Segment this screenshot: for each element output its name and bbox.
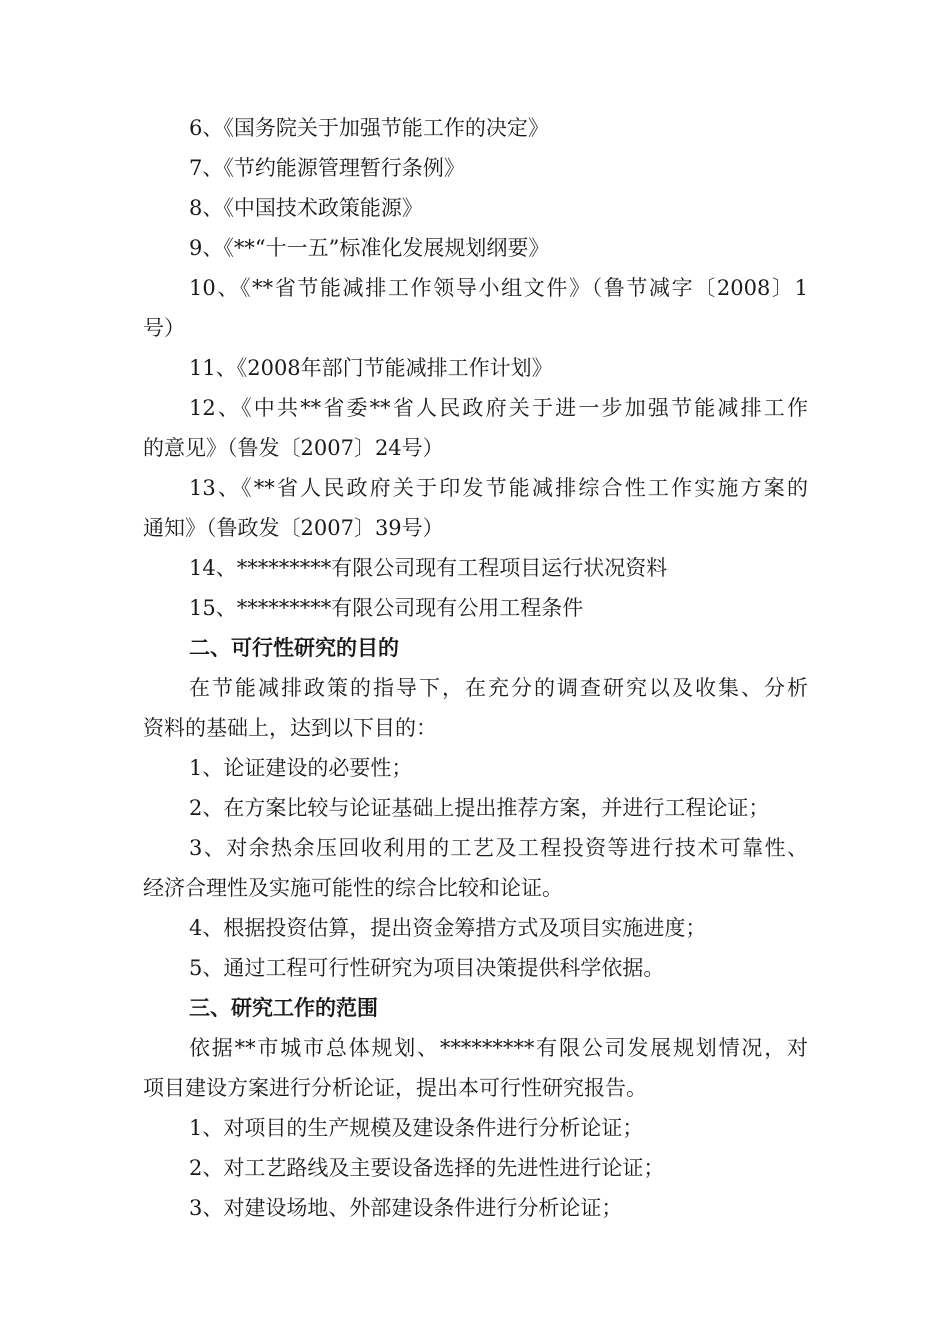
document-body — [143, 108, 808, 1228]
paragraph — [143, 548, 808, 588]
text-line-content: 6、《国务院关于加强节能工作的决定》 — [189, 116, 549, 140]
text-line — [143, 548, 808, 588]
text-line-content: 11、《2008年部门节能减排工作计划》 — [189, 356, 553, 380]
text-line-content: 项目建设方案进行分析论证，提出本可行性研究报告。 — [143, 1076, 647, 1100]
text-line — [143, 388, 808, 428]
text-line-content: 二、可行性研究的目的 — [189, 635, 399, 660]
text-line-content: 9、《**“十一五”标准化发展规划纲要》 — [189, 236, 550, 260]
text-line-content: 4、根据投资估算，提出资金筹措方式及项目实施进度； — [189, 916, 707, 940]
text-line-content: 7、《节约能源管理暂行条例》 — [189, 156, 465, 180]
text-line — [143, 908, 808, 948]
text-line-content: 号） — [143, 316, 185, 340]
text-line — [143, 1108, 808, 1148]
paragraph — [143, 388, 808, 468]
text-line — [143, 348, 808, 388]
text-line-content: 14、*********有限公司现有工程项目运行状况资料 — [189, 556, 668, 580]
paragraph — [143, 348, 808, 388]
paragraph — [143, 1188, 808, 1228]
text-line — [143, 308, 808, 348]
text-line-content: 三、研究工作的范围 — [189, 995, 378, 1020]
text-line — [143, 1188, 808, 1228]
text-line-content: 10、《**省节能减排工作领导小组文件》（鲁节减字〔2008〕1 — [189, 276, 808, 300]
text-line-content: 经济合理性及实施可能性的综合比较和论证。 — [143, 876, 563, 900]
text-line — [143, 228, 808, 268]
paragraph — [143, 1108, 808, 1148]
text-line-content: 1、对项目的生产规模及建设条件进行分析论证； — [189, 1116, 644, 1140]
paragraph — [143, 228, 808, 268]
text-line — [143, 828, 808, 868]
text-line — [143, 108, 808, 148]
section-heading — [143, 628, 808, 668]
text-line — [143, 428, 808, 468]
text-line — [143, 708, 808, 748]
paragraph — [143, 1148, 808, 1188]
text-line-content: 5、通过工程可行性研究为项目决策提供科学依据。 — [189, 956, 665, 980]
text-line-content: 8、《中国技术政策能源》 — [189, 196, 423, 220]
text-line — [143, 1068, 808, 1108]
paragraph — [143, 828, 808, 908]
paragraph — [143, 468, 808, 548]
text-line-content: 在节能减排政策的指导下，在充分的调查研究以及收集、分析 — [189, 676, 808, 700]
text-line-content: 2、在方案比较与论证基础上提出推荐方案，并进行工程论证； — [189, 796, 770, 820]
paragraph — [143, 108, 808, 148]
text-line — [143, 148, 808, 188]
text-line-content: 资料的基础上，达到以下目的： — [143, 716, 437, 740]
text-line — [143, 868, 808, 908]
text-line-content: 15、*********有限公司现有公用工程条件 — [189, 596, 584, 620]
paragraph — [143, 588, 808, 628]
text-line — [143, 628, 808, 668]
paragraph — [143, 268, 808, 348]
text-line-content: 3、对余热余压回收利用的工艺及工程投资等进行技术可靠性、 — [189, 836, 808, 860]
text-line — [143, 988, 808, 1028]
text-line — [143, 588, 808, 628]
paragraph — [143, 668, 808, 748]
text-line — [143, 468, 808, 508]
section-heading — [143, 988, 808, 1028]
text-line — [143, 668, 808, 708]
text-line — [143, 748, 808, 788]
paragraph — [143, 788, 808, 828]
paragraph — [143, 188, 808, 228]
paragraph — [143, 1028, 808, 1108]
text-line-content: 3、对建设场地、外部建设条件进行分析论证； — [189, 1196, 623, 1220]
text-line-content: 通知》（鲁政发〔2007〕39号） — [143, 516, 444, 540]
text-line — [143, 948, 808, 988]
text-line — [143, 1028, 808, 1068]
text-line-content: 依据**市城市总体规划、*********有限公司发展规划情况，对 — [189, 1036, 808, 1060]
paragraph — [143, 948, 808, 988]
text-line — [143, 788, 808, 828]
text-line — [143, 508, 808, 548]
text-line — [143, 188, 808, 228]
paragraph — [143, 908, 808, 948]
text-line — [143, 268, 808, 308]
text-line-content: 1、论证建设的必要性； — [189, 756, 413, 780]
text-line-content: 2、对工艺路线及主要设备选择的先进性进行论证； — [189, 1156, 665, 1180]
text-line-content: 12、《中共**省委**省人民政府关于进一步加强节能减排工作 — [189, 396, 808, 420]
paragraph — [143, 148, 808, 188]
paragraph — [143, 748, 808, 788]
text-line — [143, 1148, 808, 1188]
text-line-content: 的意见》（鲁发〔2007〕24号） — [143, 436, 444, 460]
text-line-content: 13、《**省人民政府关于印发节能减排综合性工作实施方案的 — [189, 476, 808, 500]
